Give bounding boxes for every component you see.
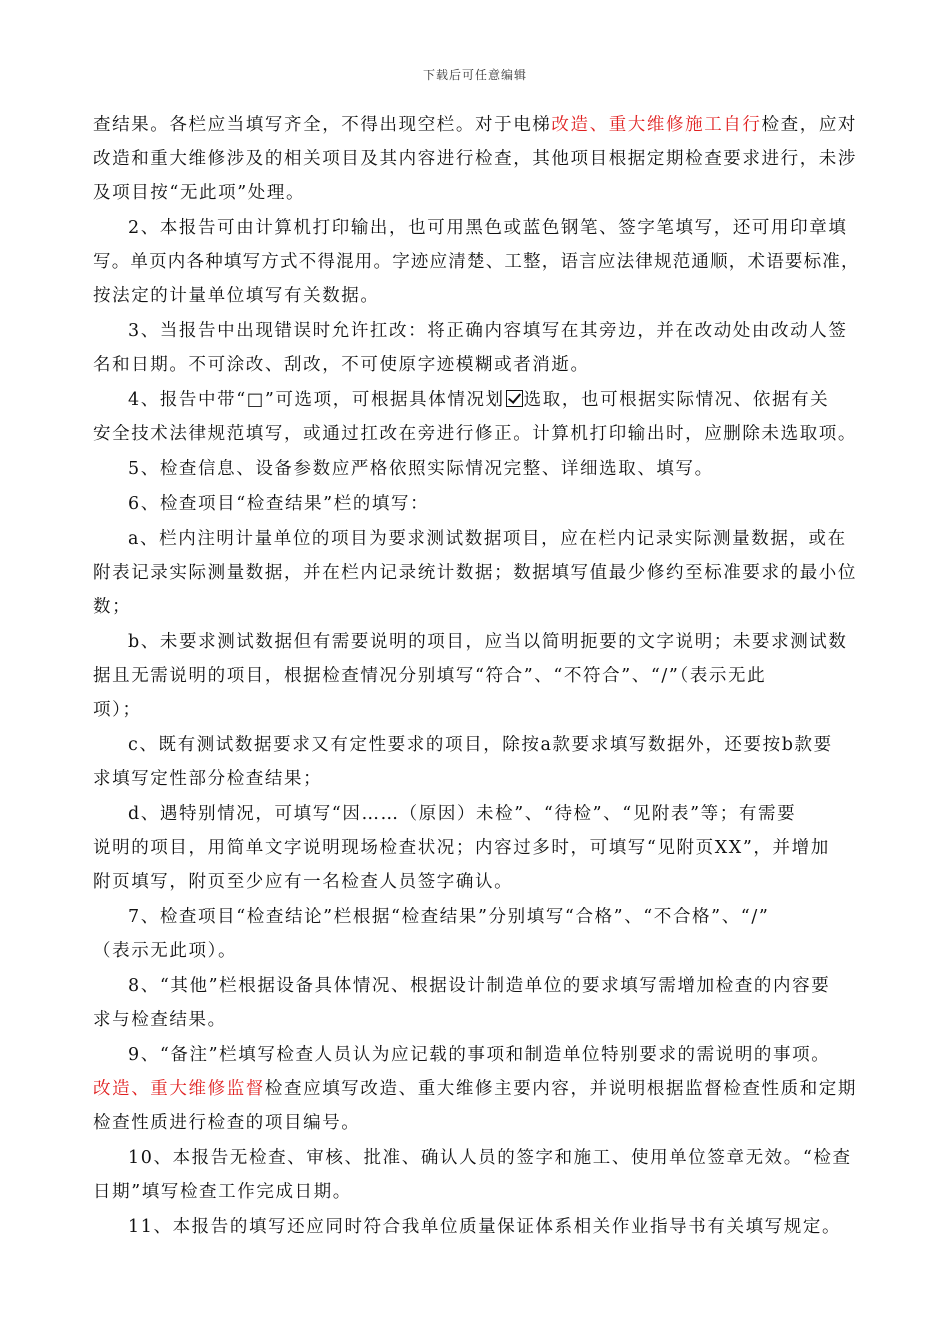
paragraph-6d (93, 797, 863, 899)
text-run: 查结果。各栏应当填写齐全，不得出现空栏。对于电梯 (93, 115, 552, 135)
text-line: 及项目按“无此项”处理。 (93, 183, 306, 203)
text-run: 选取，也可根据实际情况、依据有关 (523, 390, 830, 410)
text-line: 9、“备注”栏填写检查人员认为应记载的事项和制造单位特别要求的需说明的事项。 (128, 1045, 831, 1065)
paragraph-6 (93, 487, 863, 521)
text-line: 求填写定性部分检查结果； (93, 769, 323, 789)
text-line: 按法定的计量单位填写有关数据。 (93, 286, 380, 306)
text-line: 2、本报告可由计算机打印输出，也可用黑色或蓝色钢笔、签字笔填写，还可用印章填 (128, 218, 848, 238)
text-line: 日期”填写检查工作完成日期。 (93, 1182, 352, 1202)
paragraph-6a (93, 522, 863, 624)
text-line: 写。单页内各种填写方式不得混用。字迹应清楚、工整，语言应法律规范通顺，术语要标准， (93, 252, 860, 272)
text-line: 5、检查信息、设备参数应严格依照实际情况完整、详细选取、填写。 (128, 459, 714, 479)
paragraph-1-continuation (93, 108, 863, 210)
highlighted-text: 改造、重大维修施工自行 (551, 115, 762, 135)
highlighted-text: 改造、重大维修监督 (93, 1079, 265, 1099)
text-line (93, 1072, 863, 1106)
text-run: 检查应填写改造、重大维修主要内容，并说明根据监督检查性质和定期 (264, 1079, 858, 1099)
text-line: 据且无需说明的项目，根据检查情况分别填写“符合”、“不符合”、“/”（表示无此 (93, 666, 767, 686)
text-line (93, 108, 863, 142)
paragraph-2 (93, 211, 863, 313)
text-line: 名和日期。不可涂改、刮改，不可使原字迹模糊或者消逝。 (93, 355, 590, 375)
text-line: 说明的项目，用简单文字说明现场检查状况；内容过多时，可填写“见附页XX”，并增加 (93, 838, 830, 858)
checkbox-checked-icon (506, 390, 523, 407)
paragraph-7 (93, 900, 863, 968)
paragraph-6b (93, 625, 863, 727)
text-line: a、栏内注明计量单位的项目为要求测试数据项目，应在栏内记录实际测量数据，或在 (128, 529, 847, 549)
text-line (93, 383, 863, 417)
text-run: 检查，应对 (761, 115, 858, 135)
text-line: 3、当报告中出现错误时允许扛改：将正确内容填写在其旁边，并在改动处由改动人签 (128, 321, 848, 341)
text-line: （表示无此项）。 (93, 941, 238, 961)
text-line: 求与检查结果。 (93, 1010, 227, 1030)
text-line: 检查性质进行检查的项目编号。 (93, 1113, 361, 1133)
text-line: 6、检查项目“检查结果”栏的填写： (128, 494, 430, 514)
text-line: 附表记录实际测量数据，并在栏内记录统计数据；数据填写值最少修约至标准要求的最小位 (93, 563, 857, 583)
text-line: 数； (93, 597, 132, 617)
text-line: 安全技术法律规范填写，或通过扛改在旁进行修正。计算机打印输出时，应删除未选取项。 (93, 424, 857, 444)
text-line: 8、“其他”栏根据设备具体情况、根据设计制造单位的要求填写需增加检查的内容要 (128, 976, 831, 996)
text-run: 4、报告中带“□”可选项，可根据具体情况划 (128, 390, 505, 410)
text-line: c、既有测试数据要求又有定性要求的项目，除按a款要求填写数据外，还要按b款要 (128, 735, 833, 755)
text-line: 11、本报告的填写还应同时符合我单位质量保证体系相关作业指导书有关填写规定。 (128, 1217, 842, 1237)
text-line: 7、检查项目“检查结论”栏根据“检查结果”分别填写“合格”、“不合格”、“/” (128, 907, 770, 927)
paragraph-3 (93, 314, 863, 382)
text-line: 项）； (93, 700, 142, 720)
text-line: 改造和重大维修涉及的相关项目及其内容进行检查，其他项目根据定期检查要求进行，未涉 (93, 149, 857, 169)
paragraph-9 (93, 1038, 863, 1140)
text-line: 附页填写，附页至少应有一名检查人员签字确认。 (93, 872, 514, 892)
text-line: d、遇特别情况，可填写“因……（原因）未检”、“待检”、“见附表”等；有需要 (128, 804, 797, 824)
paragraph-8 (93, 969, 863, 1037)
paragraph-4 (93, 383, 863, 451)
document-body (93, 108, 863, 1244)
paragraph-5 (93, 452, 863, 486)
paragraph-6c (93, 728, 863, 796)
text-line: b、未要求测试数据但有需要说明的项目，应当以简明扼要的文字说明；未要求测试数 (128, 632, 848, 652)
page-header: 下载后可任意编辑 (422, 68, 527, 82)
text-line: 10、本报告无检查、审核、批准、确认人员的签字和施工、使用单位签章无效。“检查 (128, 1148, 852, 1168)
paragraph-11 (93, 1210, 863, 1244)
paragraph-10 (93, 1141, 863, 1209)
